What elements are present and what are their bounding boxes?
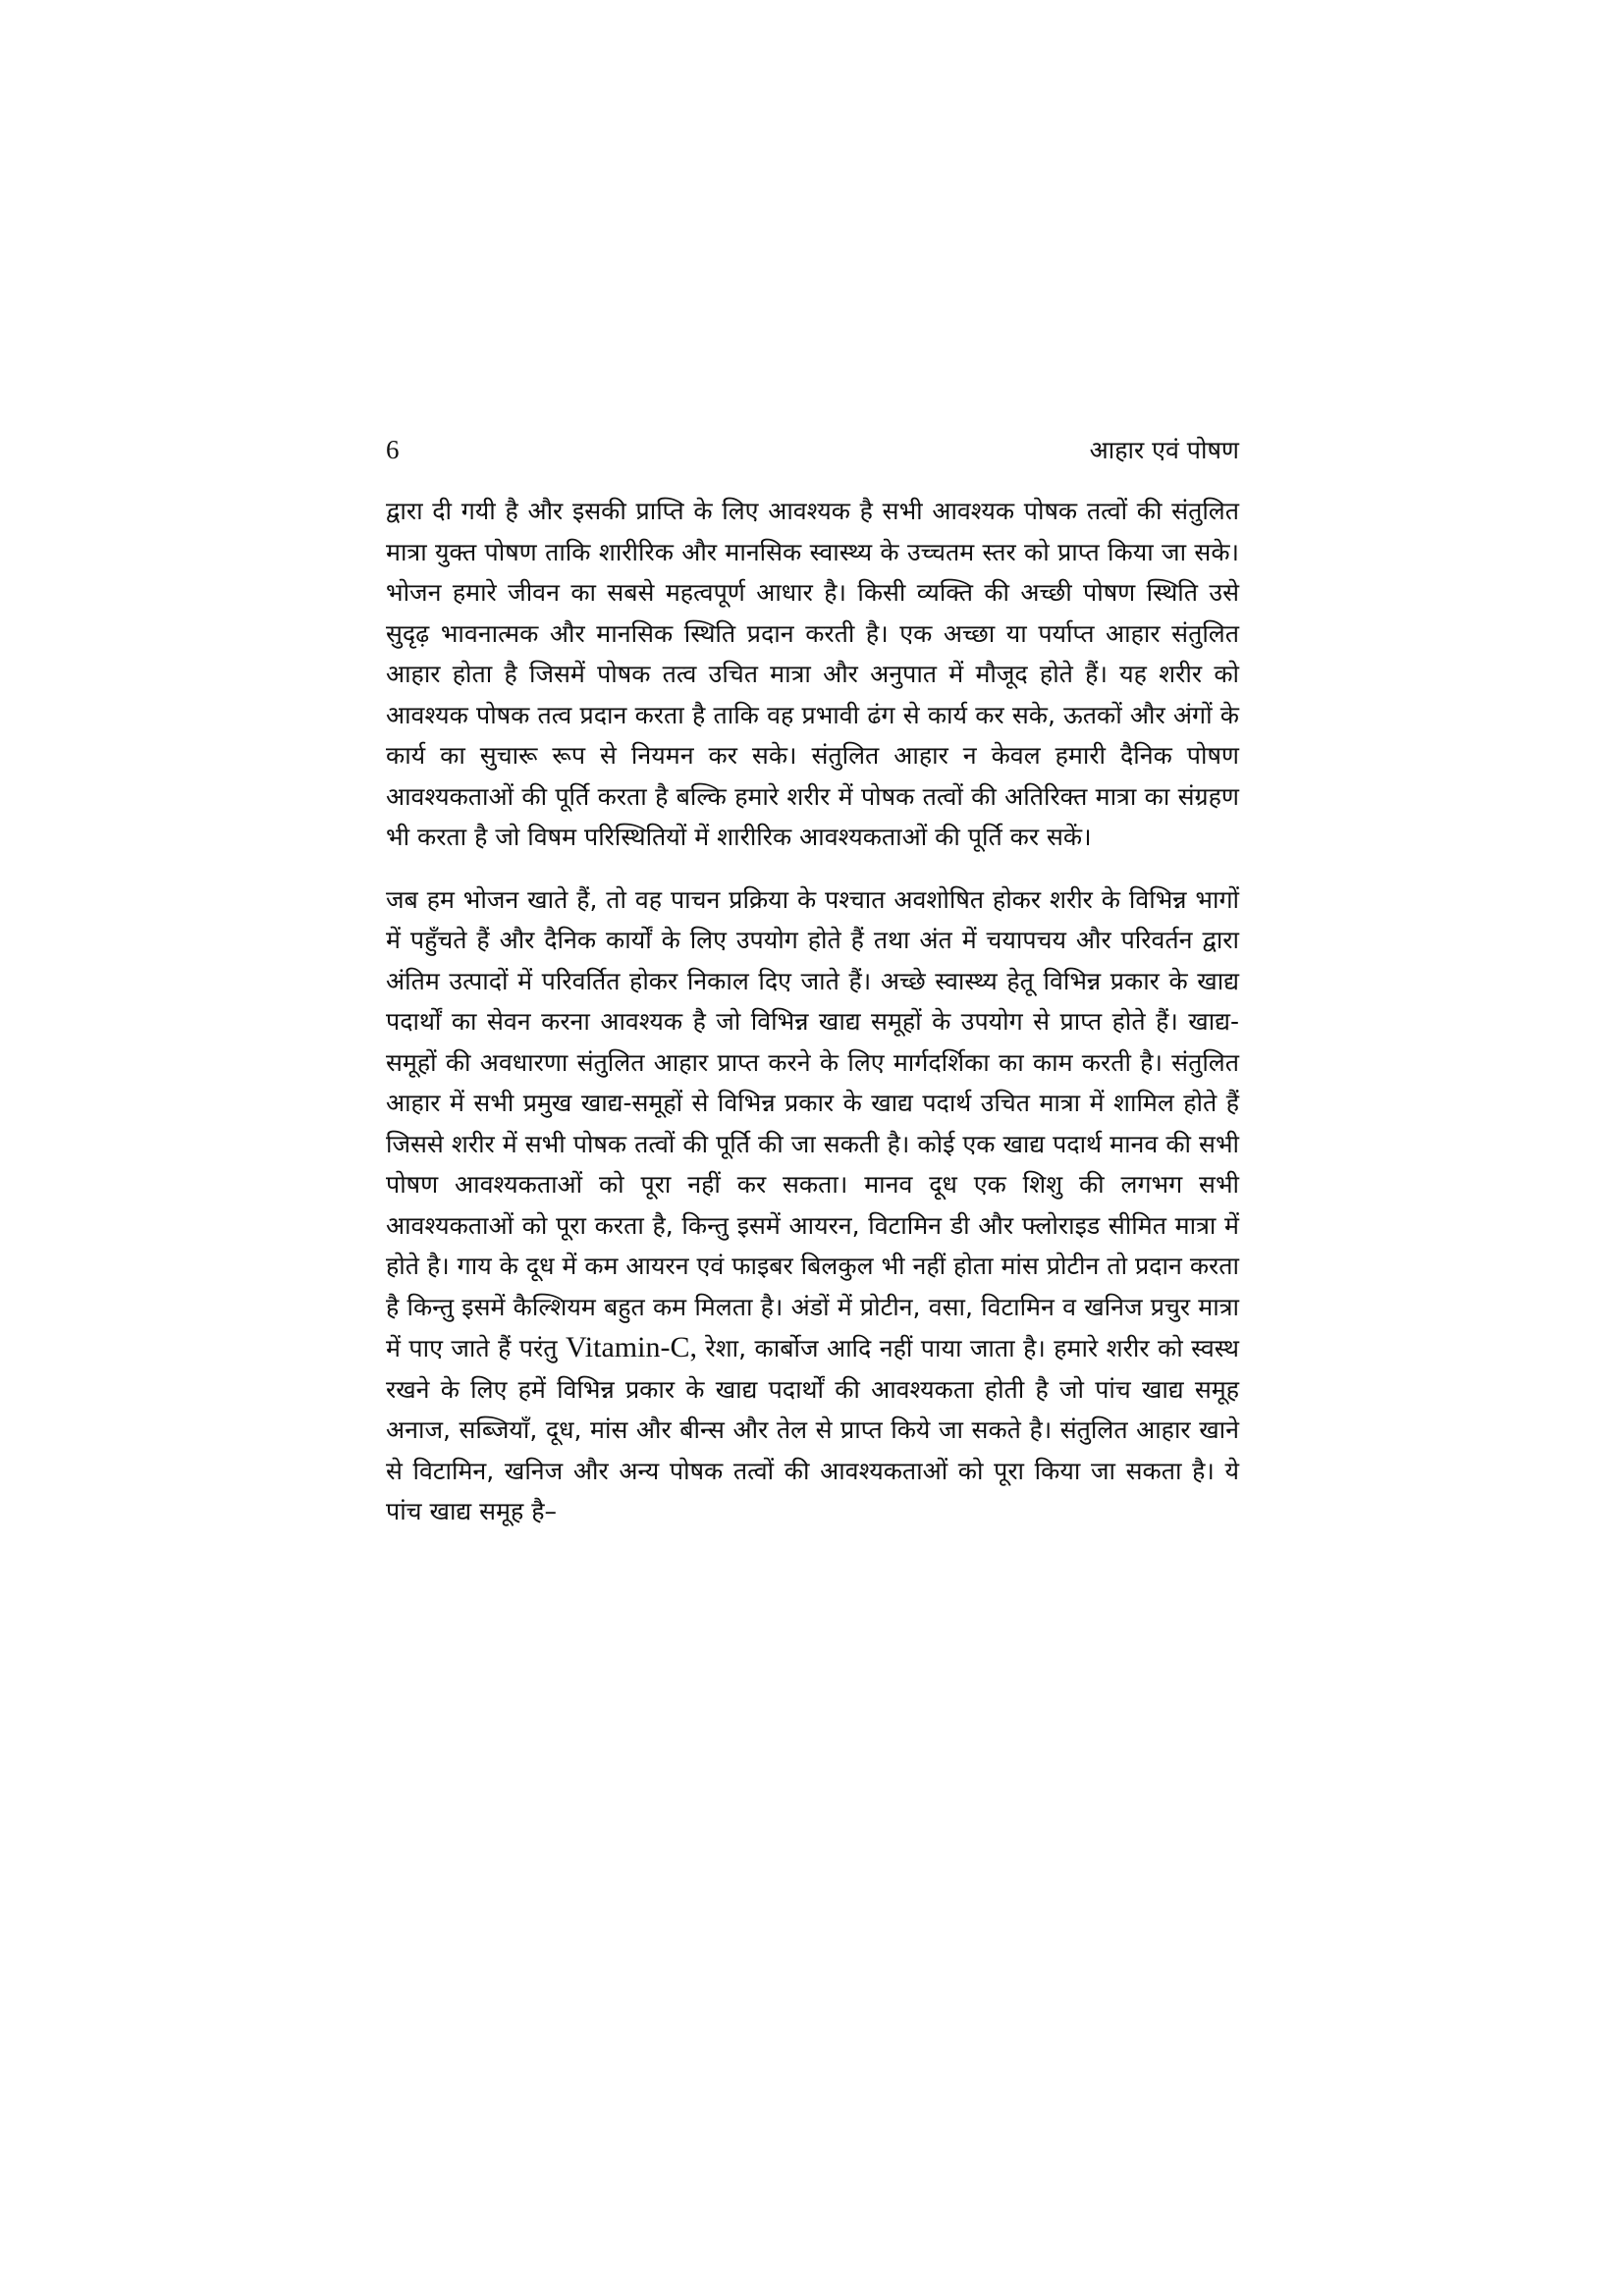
- paragraph-2-text-before: जब हम भोजन खाते हैं, तो वह पाचन प्रक्रिया के पश्चात अवशोषित होकर शरीर के विभिन्न भागों में पहुँचते हैं और दैनिक कार्यों के लिए उपयोग होते हैं तथा अंत में चयापचय और परिवर्तन द्वारा अंतिम उत्पादों में परिवर्तित होकर निकाल दिए जाते हैं। अच्छे स्वास्थ्य हेतू विभिन्न प्रकार के खाद्य पदार्थों का सेवन करना आवश्यक है जो विभिन्न खाद्य समूहों के उपयोग से प्राप्त होते हैं। खाद्य-समूहों की अवधारणा संतुलित आहार प्राप्त करने के लिए मार्गदर्शिका का काम करती है। संतुलित आहार में सभी प्रमुख खाद्य-समूहों से विभिन्न प्रकार के खाद्य पदार्थ उचित मात्रा में शामिल होते हैं जिससे शरीर में सभी पोषक तत्वों की पूर्ति की जा सकती है। कोई एक खाद्य पदार्थ मानव की सभी पोषण आवश्यकताओं को पूरा नहीं कर सकता। मानव दूध एक शिशु की लगभग सभी आवश्यकताओं को पूरा करता है, किन्तु इसमें आयरन, विटामिन डी और फ्लोराइड सीमित मात्रा में होते है। गाय के दूध में कम आयरन एवं फाइबर बिलकुल भी नहीं होता मांस प्रोटीन तो प्रदान करता है किन्तु इसमें कैल्शियम बहुत कम मिलता है। अंडों में प्रोटीन, वसा, विटामिन व खनिज प्रचुर मात्रा में पाए जाते हैं परंतु: [386, 884, 1239, 1362]
- page-number: 6: [386, 434, 400, 464]
- body-text: [386, 491, 1239, 1532]
- page-header: [386, 430, 1239, 469]
- paragraph-2-text-after: रेशा, कार्बोज आदि नहीं पाया जाता है। हमारे शरीर को स्वस्थ रखने के लिए हमें विभिन्न प्रकार के खाद्य पदार्थों की आवश्यकता होती है जो पांच खाद्य समूह अनाज, सब्जियाँ, दूध, मांस और बीन्स और तेल से प्राप्त किये जा सकते है। संतुलित आहार खाने से विटामिन, खनिज और अन्य पोषक तत्वों की आवश्यकताओं को पूरा किया जा सकता है। ये पांच खाद्य समूह है–: [386, 1334, 1239, 1525]
- paragraph-2-latin-term: Vitamin-C,: [565, 1331, 697, 1363]
- paragraph-1: द्वारा दी गयी है और इसकी प्राप्ति के लिए आवश्यक है सभी आवश्यक पोषक तत्वों की संतुलित मात्रा युक्त पोषण ताकि शारीरिक और मानसिक स्वास्थ्य के उच्चतम स्तर को प्राप्त किया जा सके। भोजन हमारे जीवन का सबसे महत्वपूर्ण आधार है। किसी व्यक्ति की अच्छी पोषण स्थिति उसे सुदृढ़ भावनात्मक और मानसिक स्थिति प्रदान करती है। एक अच्छा या पर्याप्त आहार संतुलित आहार होता है जिसमें पोषक तत्व उचित मात्रा और अनुपात में मौजूद होते हैं। यह शरीर को आवश्यक पोषक तत्व प्रदान करता है ताकि वह प्रभावी ढंग से कार्य कर सके, ऊतकों और अंगों के कार्य का सुचारू रूप से नियमन कर सके। संतुलित आहार न केवल हमारी दैनिक पोषण आवश्यकताओं की पूर्ति करता है बल्कि हमारे शरीर में पोषक तत्वों की अतिरिक्त मात्रा का संग्रहण भी करता है जो विषम परिस्थितियों में शारीरिक आवश्यकताओं की पूर्ति कर सकें।: [386, 497, 1239, 851]
- paragraph-2: [386, 880, 1239, 1532]
- running-title: आहार एवं पोषण: [1089, 436, 1239, 464]
